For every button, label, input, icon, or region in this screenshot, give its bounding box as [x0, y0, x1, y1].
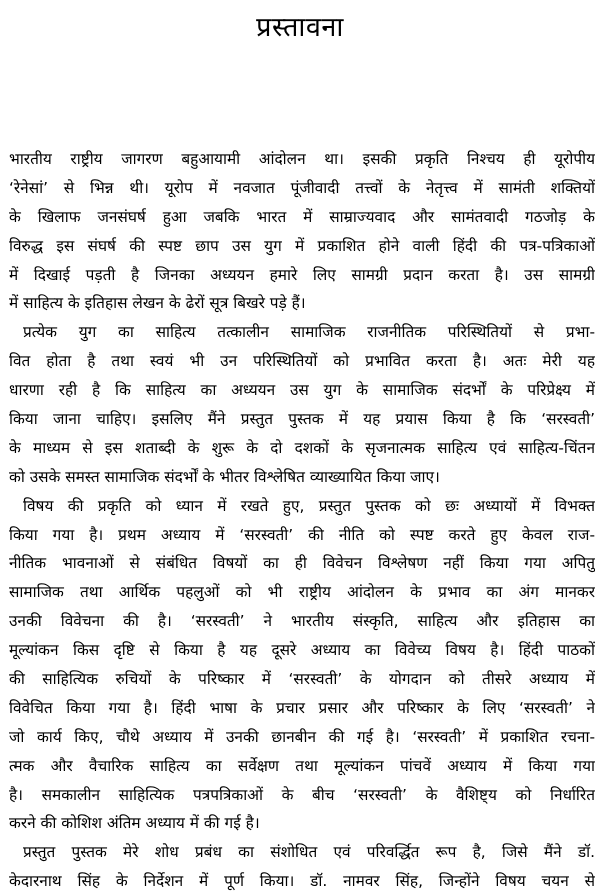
text-line: में दिखाई पड़ती है जिनका अध्ययन हमारे लिए सामग्री प्रदान करता है। उस सामग्री [9, 265, 595, 284]
text-line: की साहित्यिक रुचियों के परिष्कार में ‘सरस्वती’ के योगदान को तीसरे अध्याय में [9, 670, 595, 689]
paragraph-2 [9, 318, 595, 491]
paragraph-4 [9, 838, 595, 896]
text-line: को उसके समस्त सामाजिक संदर्भों के भीतर विश्लेषित व्याख्यायित किया जाए। [9, 467, 440, 486]
text-line: ‘रेनेसां’ से भिन्न थी। यूरोप में नवजात पूंजीवादी तत्त्वों के नेतृत्त्व में सामंती शक्तियों [9, 178, 595, 197]
text-line: के माध्यम से इस शताब्दी के शुरू के दो दशकों के सृजनात्मक साहित्य एवं साहित्य-चिंतन [9, 438, 595, 457]
text-line: मूल्यांकन किस दृष्टि से किया है यह दूसरे अध्याय का विवेच्य विषय है। हिंदी पाठकों [9, 641, 595, 660]
text-line: के खिलाफ जनसंघर्ष हुआ जबकि भारत में साम्राज्यवाद और सामंतवादी गठजोड़ के [9, 207, 595, 226]
text-line: है। समकालीन साहित्यिक पत्रपत्रिकाओं के बीच ‘सरस्वती’ के वैशिष्ट्य को निर्धारित [9, 785, 595, 804]
text-line: उनकी विवेचना की है। ‘सरस्वती’ ने भारतीय संस्कृति, साहित्य और इतिहास का [9, 612, 595, 631]
text-line: करने की कोशिश अंतिम अध्याय में की गई है। [9, 814, 260, 833]
text-line: नीतिक भावनाओं से संबंधित विषयों का ही विवेचन विश्लेषण नहीं किया गया अपितु [9, 554, 595, 573]
text-line: किया गया है। प्रथम अध्याय में ‘सरस्वती’ की नीति को स्पष्ट करते हुए केवल राज- [9, 525, 595, 544]
text-line: विवेचित किया गया है। हिंदी भाषा के प्रचार प्रसार और परिष्कार के लिए ‘सरस्वती’ ने [9, 698, 595, 717]
text-line: प्रस्तुत पुस्तक मेरे शोध प्रबंध का संशोधित एवं परिवर्द्धित रूप है, जिसे मैंने डॉ. [23, 843, 595, 862]
text-line: जो कार्य किए, चौथे अध्याय में उनकी छानबीन की गई है। ‘सरस्वती’ में प्रकाशित रचना- [9, 727, 595, 746]
paragraph-1 [9, 145, 595, 318]
body-text [9, 145, 595, 896]
text-line: सामाजिक तथा आर्थिक पहलुओं को भी राष्ट्रीय आंदोलन के प्रभाव का अंग मानकर [9, 583, 595, 602]
text-line: किया जाना चाहिए। इसलिए मैंने प्रस्तुत पुस्तक में यह प्रयास किया है कि ‘सरस्वती’ [9, 410, 595, 429]
text-line: केदारनाथ सिंह के निर्देशन में पूर्ण किया। डॉ. नामवर सिंह, जिन्होंने विषय चयन से [9, 872, 595, 891]
text-line: त्मक और वैचारिक साहित्य का सर्वेक्षण तथा मूल्यांकन पांचवें अध्याय में किया गया [9, 756, 595, 775]
page-title: प्रस्तावना [256, 12, 344, 43]
text-line: विरुद्ध इस संघर्ष की स्पष्ट छाप उस युग में प्रकाशित होने वाली हिंदी की पत्र-पत्रिकाओं [9, 236, 595, 255]
text-line: वित होता है तथा स्वयं भी उन परिस्थितियों को प्रभावित करता है। अतः मेरी यह [9, 352, 595, 371]
text-line: प्रत्येक युग का साहित्य तत्कालीन सामाजिक राजनीतिक परिस्थितियों से प्रभा- [23, 323, 595, 342]
text-line: में साहित्य के इतिहास लेखन के ढेरों सूत्र बिखरे पड़े हैं। [9, 294, 306, 313]
text-line: भारतीय राष्ट्रीय जागरण बहुआयामी आंदोलन था। इसकी प्रकृति निश्चय ही यूरोपीय [9, 150, 595, 168]
paragraph-3 [9, 492, 595, 839]
text-line: धारणा रही है कि साहित्य का अध्ययन उस युग के सामाजिक संदर्भों के परिप्रेक्ष्य में [9, 381, 595, 400]
text-line: विषय की प्रकृति को ध्यान में रखते हुए, प्रस्तुत पुस्तक को छः अध्यायों में विभक्त [23, 496, 595, 515]
